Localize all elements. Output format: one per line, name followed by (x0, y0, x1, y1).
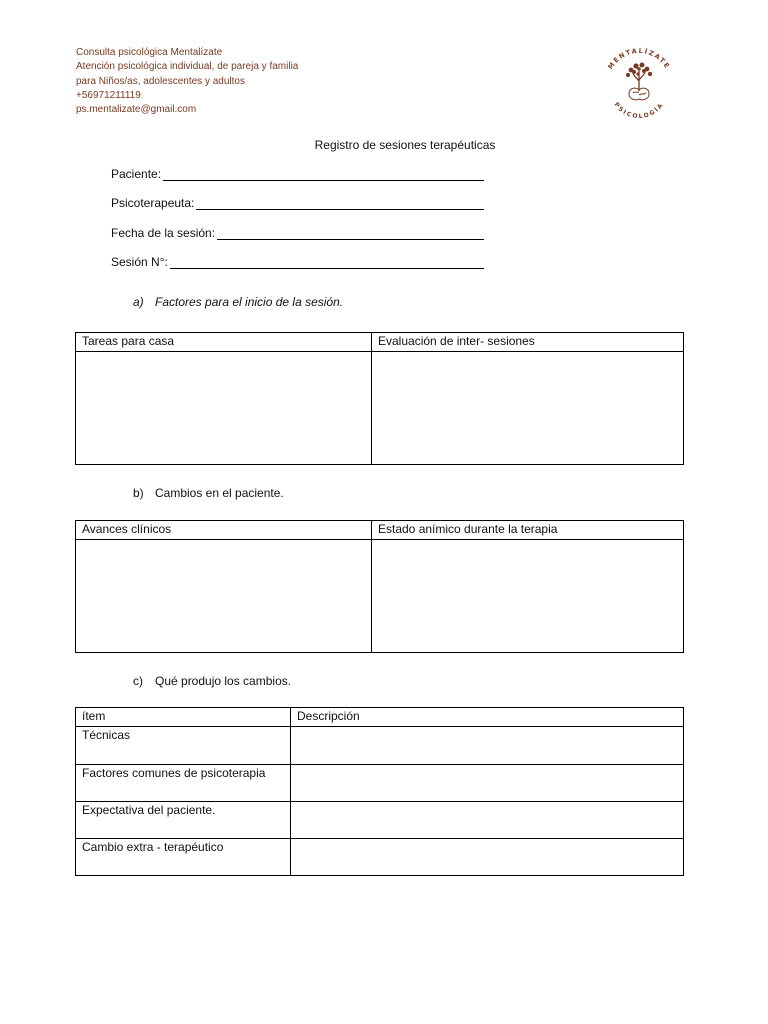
table-row (76, 802, 684, 839)
section-a-heading (133, 295, 343, 309)
therapist-field[interactable] (111, 196, 484, 210)
services-line: Atención psicológica individual, de pareja y familia (76, 61, 299, 73)
description-cell[interactable] (291, 765, 684, 802)
session-date-line[interactable] (217, 227, 484, 240)
table-row (76, 540, 684, 653)
column-header: ítem (76, 708, 291, 727)
contact-block (76, 46, 396, 117)
table-row (76, 352, 684, 465)
section-b-heading (133, 486, 284, 500)
patient-field[interactable] (111, 167, 484, 181)
section-a-table (75, 332, 684, 465)
patient-line[interactable] (163, 168, 484, 181)
column-header: Tareas para casa (76, 333, 372, 352)
document-title: Registro de sesiones terapéuticas (314, 138, 496, 152)
description-cell[interactable] (291, 839, 684, 876)
svg-text:MENTALÍZATE: MENTALÍZATE (606, 46, 672, 71)
section-a-letter: a) (133, 295, 144, 309)
table-header-row (76, 521, 684, 540)
section-b-table (75, 520, 684, 653)
session-number-label: Sesión N°: (111, 255, 168, 269)
column-header: Descripción (291, 708, 684, 727)
session-date-field[interactable] (111, 226, 484, 240)
section-a-text: Factores para el inicio de la sesión. (155, 295, 344, 309)
email-address: ps.mentalizate@gmail.com (76, 104, 197, 116)
mentalizate-logo (598, 43, 680, 125)
session-number-line[interactable] (170, 256, 484, 269)
phone-number: +56971211119 (76, 89, 141, 101)
therapist-line[interactable] (196, 197, 484, 210)
section-c-heading (133, 674, 291, 688)
table-header-row (76, 333, 684, 352)
session-number-field[interactable] (111, 255, 484, 269)
audience-line: para Niños/as, adolescentes y adultos (76, 75, 245, 87)
table-row (76, 727, 684, 765)
intersession-evaluation-cell[interactable] (372, 352, 684, 465)
clinical-progress-cell[interactable] (76, 540, 372, 653)
section-b-letter: b) (133, 486, 144, 500)
section-b-text: Cambios en el paciente. (155, 486, 284, 500)
svg-text:PSICOLOGÍA: PSICOLOGÍA (612, 101, 666, 121)
session-date-label: Fecha de la sesión: (111, 226, 216, 240)
column-header: Estado anímico durante la terapia (372, 521, 684, 540)
column-header: Avances clínicos (76, 521, 372, 540)
table-row (76, 839, 684, 876)
table-header-row (76, 708, 684, 727)
item-label: Cambio extra - terapéutico (76, 839, 291, 876)
item-label: Factores comunes de psicoterapia (76, 765, 291, 802)
patient-label: Paciente: (111, 167, 162, 181)
description-cell[interactable] (291, 727, 684, 765)
section-c-table (75, 707, 684, 876)
clinic-name: Consulta psicológica Mentalízate (76, 47, 223, 58)
mood-cell[interactable] (372, 540, 684, 653)
column-header: Evaluación de inter- sesiones (372, 333, 684, 352)
homework-cell[interactable] (76, 352, 372, 465)
description-cell[interactable] (291, 802, 684, 839)
tree-brain-icon (598, 43, 680, 125)
section-c-letter: c) (133, 674, 143, 688)
therapist-label: Psicoterapeuta: (111, 196, 195, 210)
table-row (76, 765, 684, 802)
section-c-text: Qué produjo los cambios. (155, 674, 292, 688)
item-label: Expectativa del paciente. (76, 802, 291, 839)
item-label: Técnicas (76, 727, 291, 765)
